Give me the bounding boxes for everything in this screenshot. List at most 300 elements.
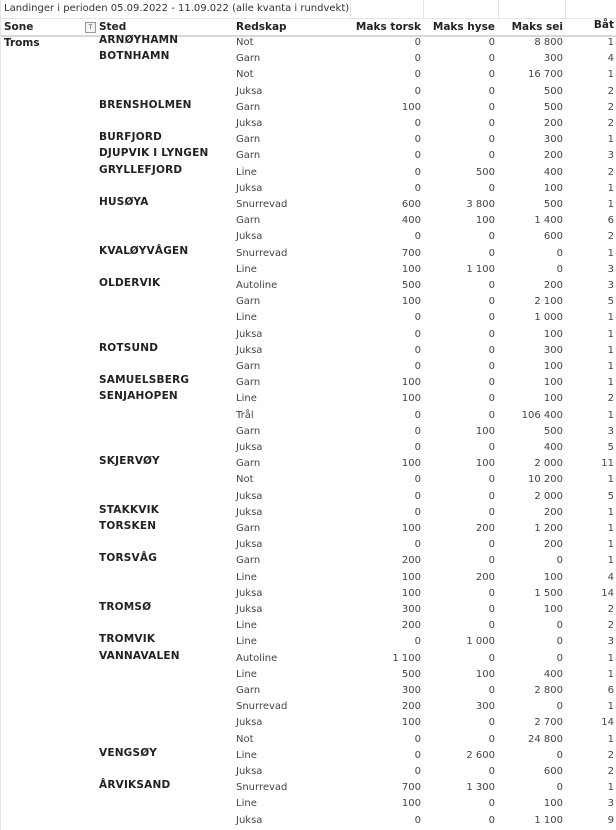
- sted-cell: BOTNHAMN: [99, 50, 170, 63]
- bat-cell: 2: [607, 166, 614, 178]
- maks-torsk-cell: 100: [401, 458, 421, 470]
- table-row: [1, 553, 616, 569]
- redskap-cell: Juksa: [236, 118, 263, 129]
- redskap-cell: Juksa: [236, 766, 263, 777]
- bat-cell: 14: [601, 587, 614, 599]
- bat-cell: 2: [607, 101, 614, 113]
- table-row: [1, 505, 616, 521]
- maks-hyse-cell: 500: [475, 166, 495, 178]
- maks-torsk-cell: 0: [414, 134, 421, 146]
- header-sted[interactable]: Sted: [99, 21, 127, 33]
- redskap-cell: Garn: [236, 377, 261, 389]
- maks-sei-cell: 1 200: [534, 523, 563, 534]
- redskap-cell: Garn: [236, 555, 261, 567]
- sted-cell: TORSKEN: [99, 520, 157, 532]
- bat-cell: 1: [607, 733, 614, 745]
- maks-hyse-cell: 0: [488, 442, 495, 453]
- redskap-cell: Garn: [236, 215, 261, 227]
- table-row: [1, 472, 616, 488]
- sted-cell: VANNAVALEN: [99, 649, 180, 662]
- redskap-cell: Snurrevad: [236, 247, 288, 259]
- maks-torsk-cell: 0: [414, 474, 421, 486]
- maks-torsk-cell: 200: [401, 701, 421, 713]
- redskap-cell: Line: [236, 798, 257, 810]
- bat-cell: 1: [607, 668, 614, 680]
- bat-cell: 3: [607, 150, 614, 162]
- redskap-cell: Snurrevad: [236, 701, 288, 713]
- maks-hyse-cell: 0: [488, 620, 495, 632]
- sted-cell: SAMUELSBERG: [99, 374, 190, 387]
- sone-cell: Troms: [4, 37, 40, 49]
- maks-hyse-cell: 3 800: [466, 199, 495, 210]
- redskap-cell: Juksa: [236, 490, 263, 502]
- table-row: [1, 780, 616, 796]
- maks-sei-cell: 400: [543, 442, 563, 453]
- bat-cell: 1: [607, 701, 614, 713]
- maks-hyse-cell: 1 300: [466, 782, 495, 794]
- maks-hyse-cell: 0: [488, 393, 495, 405]
- maks-sei-cell: 400: [543, 668, 563, 680]
- maks-sei-cell: 100: [543, 571, 563, 583]
- bat-cell: 2: [607, 118, 614, 129]
- bat-cell: 1: [607, 312, 614, 324]
- table-row: [1, 229, 616, 245]
- maks-torsk-cell: 0: [414, 636, 421, 648]
- maks-hyse-cell: 0: [488, 85, 495, 97]
- table-row: [1, 294, 616, 310]
- table-row: [1, 148, 616, 164]
- bat-cell: 1: [607, 328, 614, 340]
- maks-torsk-cell: 0: [414, 749, 421, 761]
- maks-hyse-cell: 0: [488, 296, 495, 308]
- table-row: [1, 618, 616, 634]
- redskap-cell: Line: [236, 263, 257, 275]
- maks-torsk-cell: 100: [401, 101, 421, 113]
- maks-torsk-cell: 100: [401, 393, 421, 405]
- bat-cell: 1: [607, 182, 614, 194]
- maks-sei-cell: 1 000: [534, 312, 563, 324]
- header-maks-sei[interactable]: Maks sei: [511, 21, 563, 33]
- maks-sei-cell: 0: [556, 652, 563, 664]
- maks-hyse-cell: 0: [488, 652, 495, 664]
- maks-torsk-cell: 200: [401, 555, 421, 567]
- redskap-cell: Not: [236, 474, 254, 486]
- maks-sei-cell: 100: [543, 604, 563, 615]
- bat-cell: 1: [607, 523, 614, 534]
- maks-torsk-cell: 0: [414, 442, 421, 453]
- redskap-cell: Juksa: [236, 344, 263, 356]
- maks-hyse-cell: 0: [488, 506, 495, 518]
- maks-hyse-cell: 0: [488, 604, 495, 615]
- redskap-cell: Juksa: [236, 182, 263, 194]
- maks-torsk-cell: 100: [401, 571, 421, 583]
- sted-cell: ARNØYHAMN: [99, 34, 179, 46]
- bat-cell: 1: [607, 782, 614, 794]
- maks-torsk-cell: 0: [414, 814, 421, 826]
- maks-sei-cell: 10 200: [528, 474, 563, 486]
- maks-torsk-cell: 0: [414, 539, 421, 551]
- bat-cell: 3: [607, 425, 614, 437]
- redskap-cell: Snurrevad: [236, 199, 288, 210]
- title-cell: [498, 0, 499, 18]
- bat-cell: 2: [607, 604, 614, 615]
- table-row: [1, 667, 616, 683]
- bat-cell: 1: [607, 539, 614, 551]
- table-row: [1, 343, 616, 359]
- redskap-cell: Juksa: [236, 539, 263, 551]
- redskap-cell: Not: [236, 733, 254, 745]
- table-row: [1, 35, 616, 51]
- title-cell: [565, 0, 566, 18]
- redskap-cell: Line: [236, 749, 257, 761]
- maks-sei-cell: 0: [556, 701, 563, 713]
- redskap-cell: Garn: [236, 458, 261, 470]
- maks-torsk-cell: 0: [414, 53, 421, 65]
- maks-torsk-cell: 0: [414, 166, 421, 178]
- maks-torsk-cell: 100: [401, 717, 421, 729]
- table-row: [1, 424, 616, 440]
- redskap-cell: Line: [236, 571, 257, 583]
- redskap-cell: Juksa: [236, 717, 263, 729]
- table-row: [1, 699, 616, 715]
- maks-hyse-cell: 0: [488, 150, 495, 162]
- sted-cell: BRENSHOLMEN: [99, 98, 192, 111]
- maks-torsk-cell: 100: [401, 587, 421, 599]
- redskap-cell: Garn: [236, 361, 261, 372]
- table-row: [1, 116, 616, 132]
- maks-sei-cell: 2 100: [534, 296, 563, 308]
- maks-torsk-cell: 100: [401, 377, 421, 389]
- maks-hyse-cell: 200: [475, 571, 495, 583]
- bat-cell: 2: [607, 766, 614, 777]
- maks-torsk-cell: 200: [401, 620, 421, 632]
- sted-cell: TORSVÅG: [99, 552, 158, 565]
- sted-cell: VENGSØY: [99, 746, 158, 759]
- header-bat[interactable]: Båt: [593, 19, 614, 31]
- redskap-cell: Juksa: [236, 442, 263, 453]
- table-row: [1, 521, 616, 537]
- table-row: [1, 408, 616, 424]
- maks-sei-cell: 500: [543, 85, 563, 97]
- table-title: Landinger i perioden 05.09.2022 - 11.09.022 (alle kvanta i rundvekt): [4, 3, 350, 14]
- maks-sei-cell: 16 700: [528, 69, 563, 81]
- table-row: [1, 327, 616, 343]
- bat-cell: 4: [607, 571, 614, 583]
- maks-torsk-cell: 0: [414, 361, 421, 372]
- maks-sei-cell: 2 000: [534, 490, 563, 502]
- header-maks-torsk[interactable]: Maks torsk: [355, 21, 421, 33]
- maks-sei-cell: 2 000: [534, 458, 563, 470]
- maks-torsk-cell: 0: [414, 506, 421, 518]
- maks-torsk-cell: 0: [414, 231, 421, 243]
- maks-hyse-cell: 0: [488, 53, 495, 65]
- header-sone[interactable]: Sone: [4, 21, 34, 33]
- bat-cell: 4: [607, 53, 614, 65]
- table-row: [1, 51, 616, 67]
- bat-cell: 1: [607, 37, 614, 48]
- maks-sei-cell: 8 800: [534, 37, 563, 48]
- redskap-cell: Juksa: [236, 587, 263, 599]
- redskap-cell: Garn: [236, 425, 261, 437]
- table-row: [1, 586, 616, 602]
- header-redskap[interactable]: Redskap: [236, 21, 287, 33]
- table-row: [1, 537, 616, 553]
- bat-cell: 1: [607, 409, 614, 421]
- maks-hyse-cell: 0: [488, 328, 495, 340]
- maks-sei-cell: 0: [556, 782, 563, 794]
- table-row: [1, 67, 616, 83]
- maks-sei-cell: 100: [543, 798, 563, 810]
- maks-sei-cell: 100: [543, 182, 563, 194]
- maks-hyse-cell: 0: [488, 733, 495, 745]
- header-maks-hyse[interactable]: Maks hyse: [432, 21, 495, 33]
- bat-cell: 3: [607, 798, 614, 810]
- bat-cell: 5: [607, 296, 614, 308]
- maks-sei-cell: 300: [543, 134, 563, 146]
- table-row: [1, 748, 616, 764]
- maks-torsk-cell: 0: [414, 328, 421, 340]
- redskap-cell: Garn: [236, 523, 261, 534]
- maks-hyse-cell: 100: [475, 215, 495, 227]
- maks-sei-cell: 300: [543, 53, 563, 65]
- bat-cell: 6: [607, 215, 614, 227]
- title-cell: [423, 0, 424, 18]
- sted-cell: ÅRVIKSAND: [99, 779, 171, 792]
- maks-sei-cell: 100: [543, 361, 563, 372]
- maks-sei-cell: 400: [543, 166, 563, 178]
- maks-hyse-cell: 0: [488, 118, 495, 129]
- table-row: [1, 634, 616, 650]
- redskap-cell: Juksa: [236, 604, 263, 615]
- table-row: [1, 732, 616, 748]
- table-row: [1, 310, 616, 326]
- bat-cell: 2: [607, 749, 614, 761]
- redskap-cell: Juksa: [236, 231, 263, 243]
- maks-torsk-cell: 300: [401, 604, 421, 615]
- redskap-cell: Line: [236, 393, 257, 405]
- redskap-cell: Garn: [236, 101, 261, 113]
- redskap-cell: Autoline: [236, 280, 278, 291]
- maks-hyse-cell: 100: [475, 458, 495, 470]
- table-row: [1, 764, 616, 780]
- table-row: [1, 683, 616, 699]
- maks-torsk-cell: 300: [401, 685, 421, 696]
- sted-cell: GRYLLEFJORD: [99, 163, 183, 176]
- maks-torsk-cell: 0: [414, 37, 421, 48]
- bat-cell: 14: [601, 717, 614, 729]
- maks-sei-cell: 0: [556, 636, 563, 648]
- maks-torsk-cell: 0: [414, 490, 421, 502]
- maks-torsk-cell: 0: [414, 182, 421, 194]
- redskap-cell: Garn: [236, 685, 261, 696]
- maks-hyse-cell: 0: [488, 717, 495, 729]
- title-row: [1, 0, 616, 19]
- bat-cell: 1: [607, 344, 614, 356]
- table-row: [1, 391, 616, 407]
- redskap-cell: Juksa: [236, 814, 263, 826]
- maks-torsk-cell: 0: [414, 409, 421, 421]
- table-row: [1, 813, 616, 829]
- maks-torsk-cell: 0: [414, 766, 421, 777]
- maks-hyse-cell: 0: [488, 101, 495, 113]
- maks-hyse-cell: 100: [475, 668, 495, 680]
- table-row: [1, 262, 616, 278]
- bat-cell: 5: [607, 442, 614, 453]
- maks-sei-cell: 500: [543, 199, 563, 210]
- maks-hyse-cell: 100: [475, 425, 495, 437]
- bat-cell: 1: [607, 134, 614, 146]
- redskap-cell: Line: [236, 636, 257, 648]
- redskap-cell: Not: [236, 69, 254, 81]
- maks-hyse-cell: 0: [488, 539, 495, 551]
- maks-hyse-cell: 0: [488, 409, 495, 421]
- redskap-cell: Line: [236, 312, 257, 324]
- maks-sei-cell: 500: [543, 101, 563, 113]
- sted-cell: SENJAHOPEN: [99, 390, 178, 403]
- redskap-cell: Garn: [236, 150, 261, 162]
- sted-cell: OLDERVIK: [99, 277, 161, 289]
- maks-torsk-cell: 0: [414, 118, 421, 129]
- table-row: [1, 100, 616, 116]
- maks-sei-cell: 2 700: [534, 717, 563, 729]
- bat-cell: 1: [607, 555, 614, 567]
- maks-sei-cell: 0: [556, 749, 563, 761]
- maks-hyse-cell: 0: [488, 344, 495, 356]
- redskap-cell: Line: [236, 620, 257, 632]
- bat-cell: 1: [607, 652, 614, 664]
- redskap-cell: Line: [236, 166, 257, 178]
- maks-sei-cell: 106 400: [521, 409, 563, 421]
- bat-cell: 2: [607, 85, 614, 97]
- maks-hyse-cell: 0: [488, 555, 495, 567]
- maks-hyse-cell: 0: [488, 490, 495, 502]
- sted-cell: BURFJORD: [99, 131, 163, 144]
- bat-cell: 1: [607, 361, 614, 372]
- maks-torsk-cell: 0: [414, 344, 421, 356]
- maks-hyse-cell: 2 600: [466, 749, 495, 761]
- maks-sei-cell: 200: [543, 280, 563, 291]
- maks-hyse-cell: 0: [488, 474, 495, 486]
- redskap-cell: Juksa: [236, 506, 263, 518]
- table-row: [1, 181, 616, 197]
- sted-cell: TROMVIK: [99, 633, 156, 646]
- maks-torsk-cell: 0: [414, 85, 421, 97]
- maks-torsk-cell: 0: [414, 312, 421, 324]
- maks-hyse-cell: 0: [488, 134, 495, 146]
- maks-hyse-cell: 300: [475, 701, 495, 713]
- maks-torsk-cell: 700: [401, 782, 421, 794]
- sted-cell: SKJERVØY: [99, 455, 160, 468]
- redskap-cell: Garn: [236, 134, 261, 146]
- maks-torsk-cell: 700: [401, 247, 421, 259]
- maks-hyse-cell: 0: [488, 247, 495, 259]
- redskap-cell: Trål: [236, 409, 254, 421]
- table-row: [1, 213, 616, 229]
- maks-hyse-cell: 0: [488, 69, 495, 81]
- maks-torsk-cell: 0: [414, 69, 421, 81]
- maks-sei-cell: 300: [543, 344, 563, 356]
- maks-sei-cell: 0: [556, 247, 563, 259]
- bat-cell: 6: [607, 685, 614, 696]
- bat-cell: 1: [607, 474, 614, 486]
- redskap-cell: Juksa: [236, 85, 263, 97]
- redskap-cell: Snurrevad: [236, 782, 288, 794]
- table-row: [1, 375, 616, 391]
- bat-cell: 1: [607, 506, 614, 518]
- maks-hyse-cell: 200: [475, 523, 495, 534]
- maks-torsk-cell: 100: [401, 263, 421, 275]
- sted-cell: DJUPVIK I LYNGEN: [99, 147, 209, 160]
- maks-hyse-cell: 0: [488, 280, 495, 291]
- table-row: [1, 278, 616, 294]
- maks-torsk-cell: 500: [401, 668, 421, 680]
- table-row: [1, 165, 616, 181]
- maks-sei-cell: 1 100: [534, 814, 563, 826]
- maks-sei-cell: 600: [543, 231, 563, 243]
- maks-hyse-cell: 0: [488, 312, 495, 324]
- maks-sei-cell: 0: [556, 555, 563, 567]
- maks-sei-cell: 24 800: [528, 733, 563, 745]
- table-row: [1, 715, 616, 731]
- bat-cell: 2: [607, 620, 614, 632]
- table-row: [1, 197, 616, 213]
- maks-hyse-cell: 0: [488, 814, 495, 826]
- maks-sei-cell: 200: [543, 506, 563, 518]
- table-row: [1, 602, 616, 618]
- redskap-cell: Garn: [236, 296, 261, 308]
- bat-cell: 1: [607, 377, 614, 389]
- sted-cell: HUSØYA: [99, 196, 149, 208]
- sted-cell: TROMSØ: [99, 601, 152, 613]
- maks-hyse-cell: 0: [488, 798, 495, 810]
- maks-sei-cell: 500: [543, 425, 563, 437]
- maks-torsk-cell: 100: [401, 523, 421, 534]
- table-row: [1, 84, 616, 100]
- maks-sei-cell: 600: [543, 766, 563, 777]
- maks-torsk-cell: 1 100: [392, 652, 421, 664]
- maks-hyse-cell: 0: [488, 587, 495, 599]
- maks-hyse-cell: 0: [488, 685, 495, 696]
- redskap-cell: Line: [236, 668, 257, 680]
- maks-sei-cell: 200: [543, 118, 563, 129]
- maks-hyse-cell: 1 000: [466, 636, 495, 648]
- maks-hyse-cell: 0: [488, 37, 495, 48]
- sted-cell: STAKKVIK: [99, 503, 160, 516]
- table-row: [1, 246, 616, 262]
- maks-sei-cell: 100: [543, 377, 563, 389]
- maks-sei-cell: 1 500: [534, 587, 563, 599]
- table-row: [1, 456, 616, 472]
- title-cell: [350, 0, 351, 18]
- bat-cell: 1: [607, 247, 614, 259]
- bat-cell: 3: [607, 636, 614, 648]
- table-row: [1, 440, 616, 456]
- bat-cell: 1: [607, 199, 614, 210]
- maks-torsk-cell: 500: [401, 280, 421, 291]
- maks-sei-cell: 100: [543, 328, 563, 340]
- filter-icon[interactable]: T: [85, 22, 96, 33]
- redskap-cell: Juksa: [236, 328, 263, 340]
- bat-cell: 3: [607, 263, 614, 275]
- bat-cell: 9: [607, 814, 614, 826]
- maks-hyse-cell: 0: [488, 766, 495, 777]
- maks-sei-cell: 200: [543, 150, 563, 162]
- maks-sei-cell: 1 400: [534, 215, 563, 227]
- maks-torsk-cell: 0: [414, 425, 421, 437]
- table-row: [1, 489, 616, 505]
- redskap-cell: Autoline: [236, 652, 278, 664]
- table-row: [1, 132, 616, 148]
